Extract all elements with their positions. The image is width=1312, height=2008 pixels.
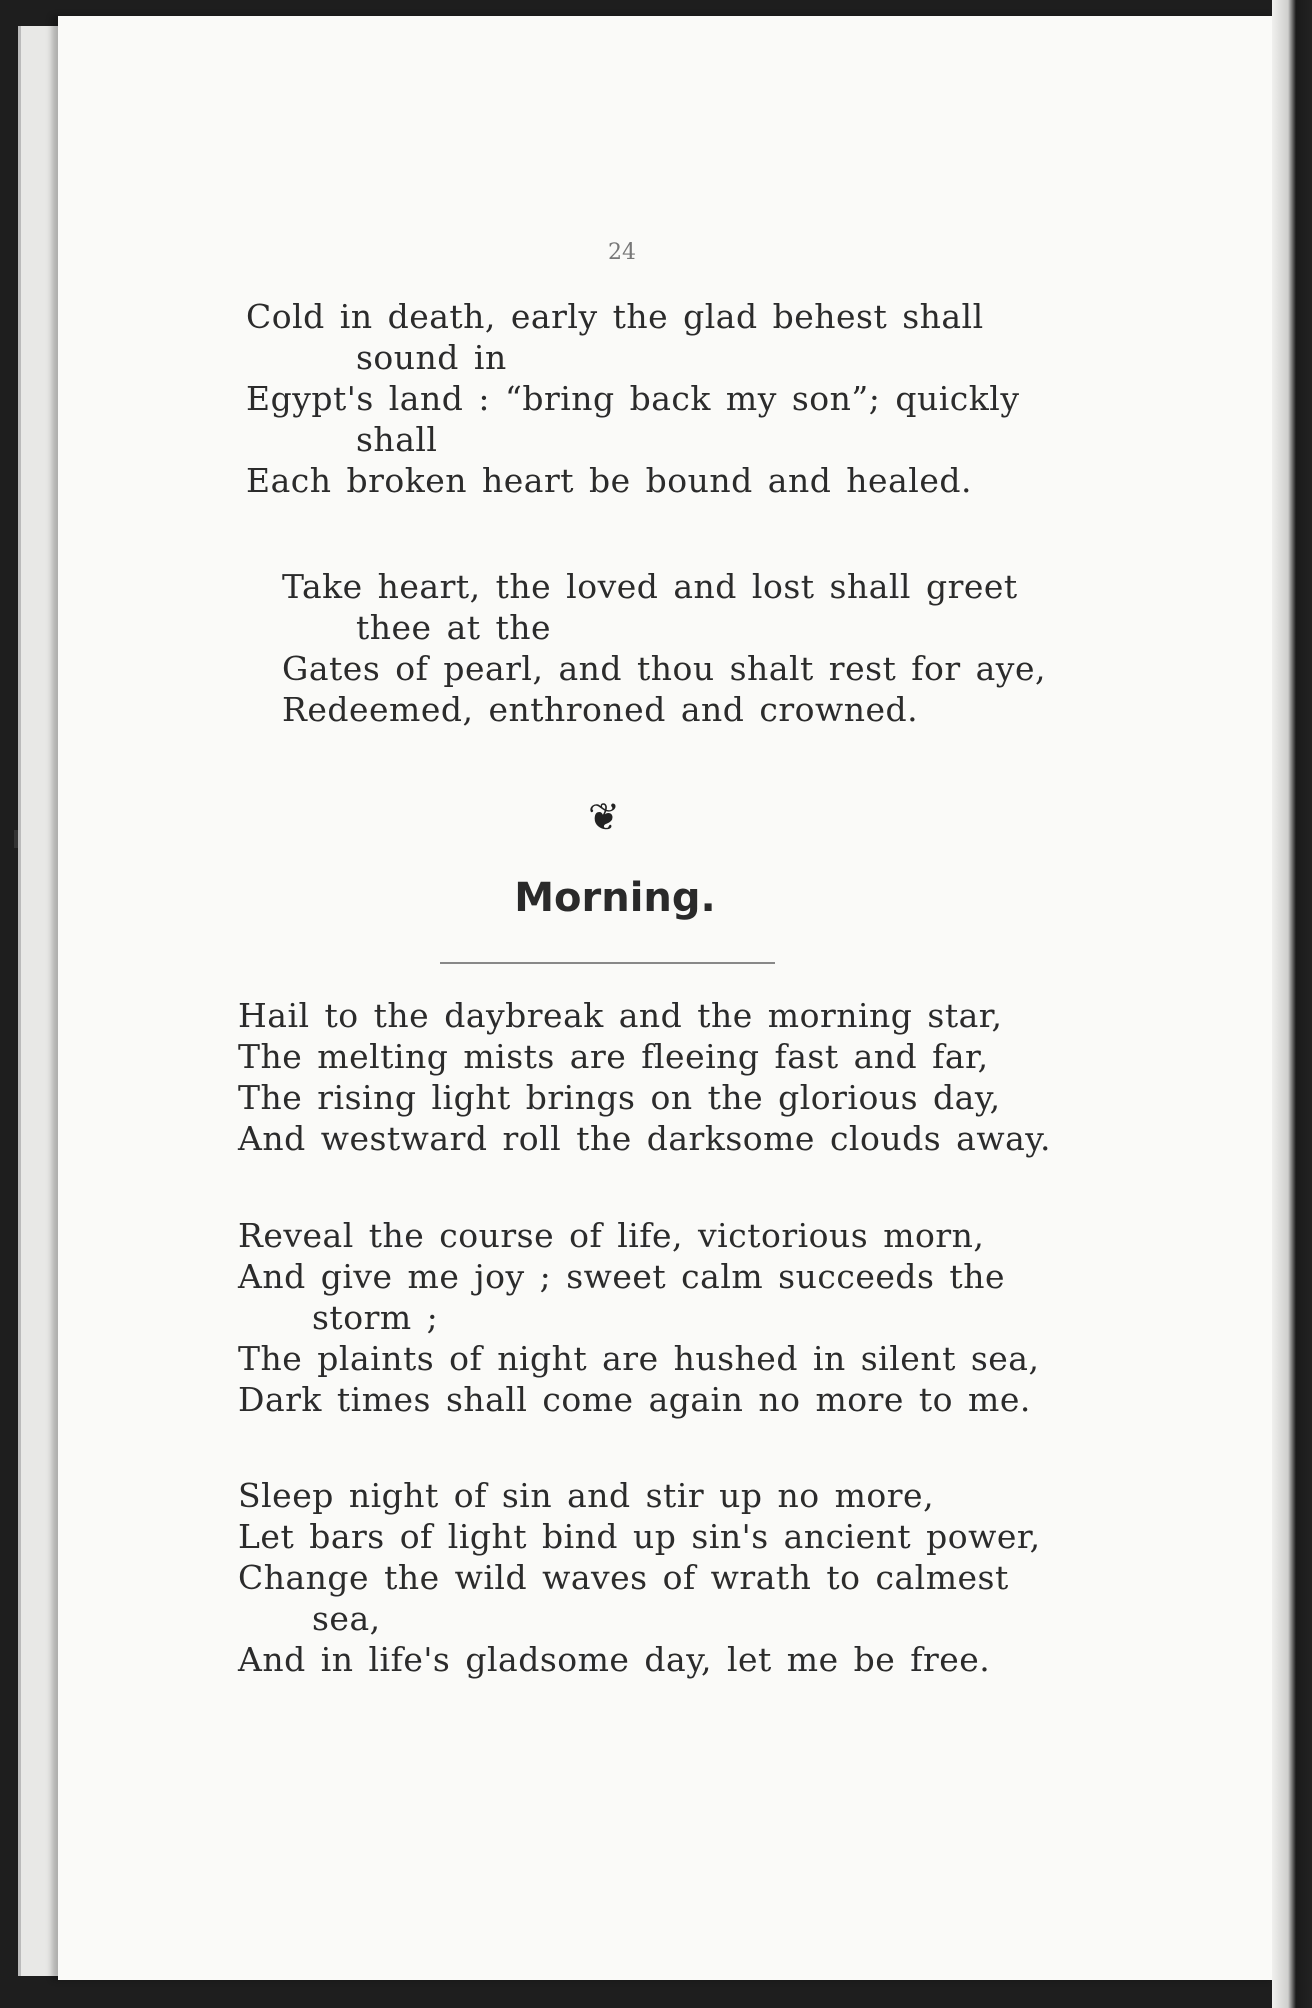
poem-line: storm ; (312, 1298, 439, 1337)
binding-shadow (1272, 0, 1312, 2008)
poem-line: Reveal the course of life, victorious morn, (238, 1216, 985, 1255)
poem-line: And westward roll the darksome clouds away. (238, 1119, 1051, 1158)
poem-title: Morning. (514, 875, 716, 921)
poem-line: Each broken heart be bound and healed. (246, 461, 972, 500)
poem-line: And in life's gladsome day, let me be free. (238, 1640, 991, 1679)
poem-line: sea, (312, 1599, 381, 1638)
title-rule (440, 962, 775, 964)
poem-line: Egypt's land : “bring back my son”; quickly (246, 379, 1020, 418)
poem-line: And give me joy ; sweet calm succeeds the (238, 1257, 1005, 1296)
spine-mark (14, 830, 18, 848)
poem-line: Gates of pearl, and thou shalt rest for aye, (282, 649, 1046, 688)
previous-poem-stanza-1 (246, 296, 1019, 501)
poem-line: The plaints of night are hushed in silent sea, (238, 1339, 1040, 1378)
previous-poem-stanza-2 (246, 566, 1046, 730)
poem-line: Hail to the daybreak and the morning star, (238, 996, 1003, 1035)
poem-line: Cold in death, early the glad behest shall (246, 297, 984, 336)
poem-line: Change the wild waves of wrath to calmest (238, 1558, 1009, 1597)
poem-line: sound in (356, 338, 507, 377)
poem-line: Redeemed, enthroned and crowned. (282, 690, 919, 729)
fleuron-ornament: ❦ (588, 795, 620, 839)
poem-line: thee at the (356, 608, 552, 647)
poem-line: shall (356, 420, 438, 459)
poem-stanza-1 (238, 995, 1051, 1159)
poem-line: The melting mists are fleeing fast and far, (238, 1037, 989, 1076)
poem-line: Dark times shall come again no more to me. (238, 1380, 1031, 1419)
poem-stanza-3 (238, 1475, 1041, 1680)
poem-stanza-2 (238, 1215, 1039, 1420)
poem-line: Sleep night of sin and stir up no more, (238, 1476, 935, 1515)
poem-line: The rising light brings on the glorious day, (238, 1078, 1001, 1117)
poem-line: Let bars of light bind up sin's ancient power, (238, 1517, 1041, 1556)
page-number: 24 (608, 240, 636, 265)
poem-line: Take heart, the loved and lost shall greet (282, 567, 1018, 606)
